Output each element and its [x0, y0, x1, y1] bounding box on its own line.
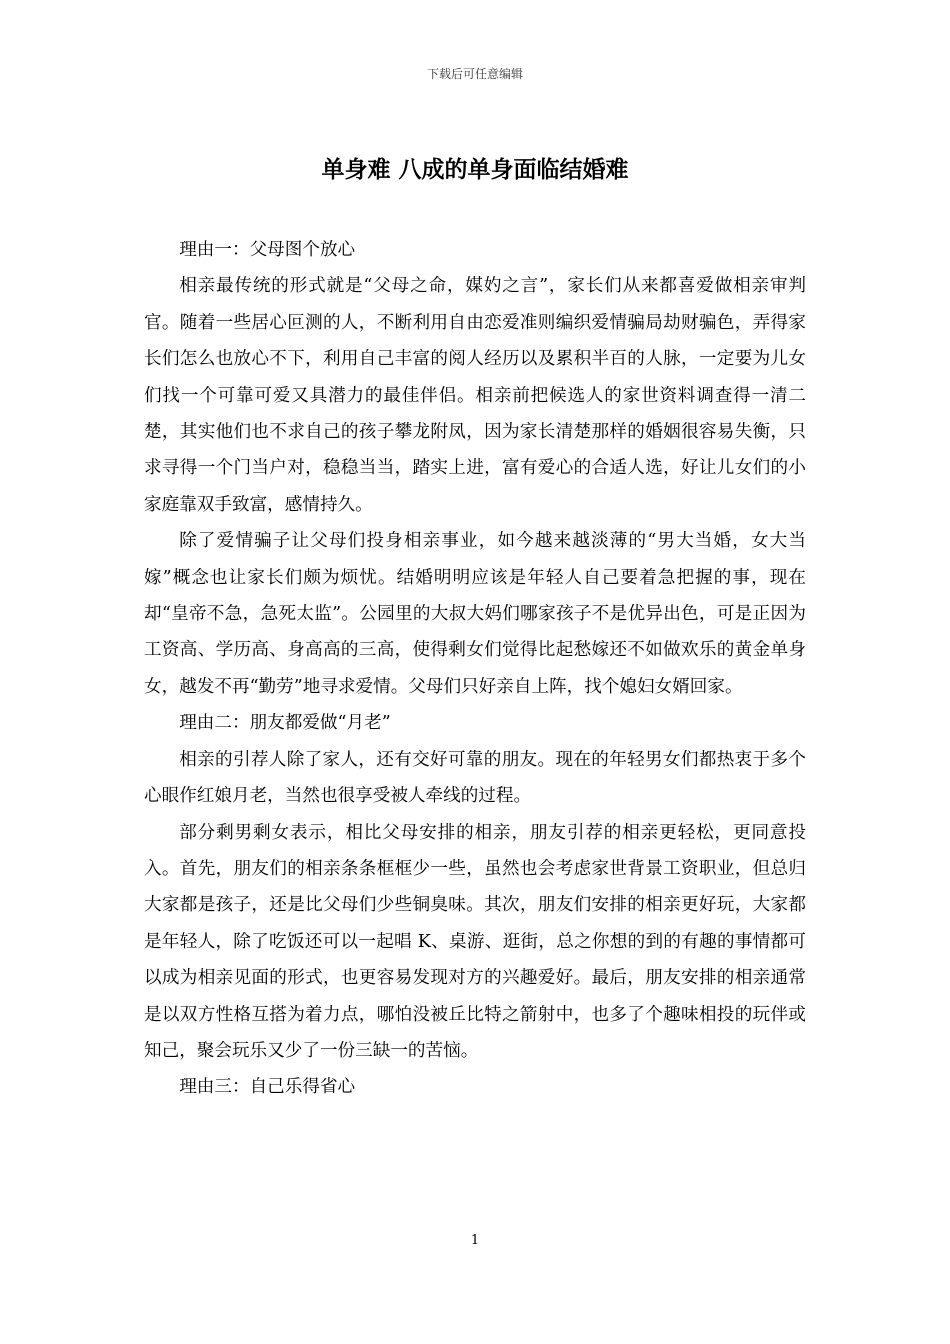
section-heading-1: 理由一：父母图个放心 — [179, 240, 356, 260]
header-note: 下载后可任意编辑 — [426, 67, 523, 81]
document-title: 单身难 八成的单身面临结婚难 — [321, 157, 629, 183]
document-body — [144, 232, 806, 1106]
section-heading-2: 理由二：朋友都爱做“月老” — [179, 713, 391, 734]
paragraph: 部分剩男剩女表示，相比父母安排的相亲，朋友引荐的相亲更轻松，更同意投入。首先，朋友们的相亲条条框框少一些，虽然也会考虑家世背景工资职业，但总归大家都是孩子，还是比父母们少些铜臭味。其次，朋友们安排的相亲更好玩，大家都是年轻人，除了吃饭还可以一起唱 K、桌游、逛街，总之你想的到的有趣的事情都可以成为相亲见面的形式，也更容易发现对方的兴趣爱好。最后，朋友安排的相亲通常是以双方性格互搭为着力点，哪怕没被丘比特之箭射中，也多了个趣味相投的玩伴或知己，聚会玩乐又少了一份三缺一的苦恼。 — [144, 822, 806, 1061]
page-number: 1 — [470, 1233, 480, 1248]
paragraph: 除了爱情骗子让父母们投身相亲事业，如今越来越淡薄的“男大当婚，女大当嫁”概念也让家长们颇为烦忧。结婚明明应该是年轻人自己要着急把握的事，现在却“皇帝不急，急死太监”。公园里的大叔大妈们哪家孩子不是优异出色，可是正因为工资高、学历高、身高高的三高，使得剩女们觉得比起愁嫁还不如做欢乐的黄金单身女，越发不再“勤劳”地寻求爱情。父母们只好亲自上阵，找个媳妇女婿回家。 — [144, 531, 806, 697]
section-heading-3: 理由三：自己乐得省心 — [179, 1077, 356, 1098]
paragraph: 相亲最传统的形式就是“父母之命，媒妁之言”，家长们从来都喜爱做相亲审判官。随着一些居心叵测的人，不断利用自由恋爱准则编织爱情骗局劫财骗色，弄得家长们怎么也放心不下，利用自己丰富的阅人经历以及累积半百的人脉，一定要为儿女们找一个可靠可爱又具潜力的最佳伴侣。相亲前把候选人的家世资料调查得一清二楚，其实他们也不求自己的孩子攀龙附凤，因为家长清楚那样的婚姻很容易失衡，只求寻得一个门当户对，稳稳当当，踏实上进，富有爱心的合适人选，好让儿女们的小家庭靠双手致富，感情持久。 — [144, 276, 806, 515]
paragraph: 相亲的引荐人除了家人，还有交好可靠的朋友。现在的年轻男女们都热衷于多个心眼作红娘月老，当然也很享受被人牵线的过程。 — [144, 749, 806, 807]
